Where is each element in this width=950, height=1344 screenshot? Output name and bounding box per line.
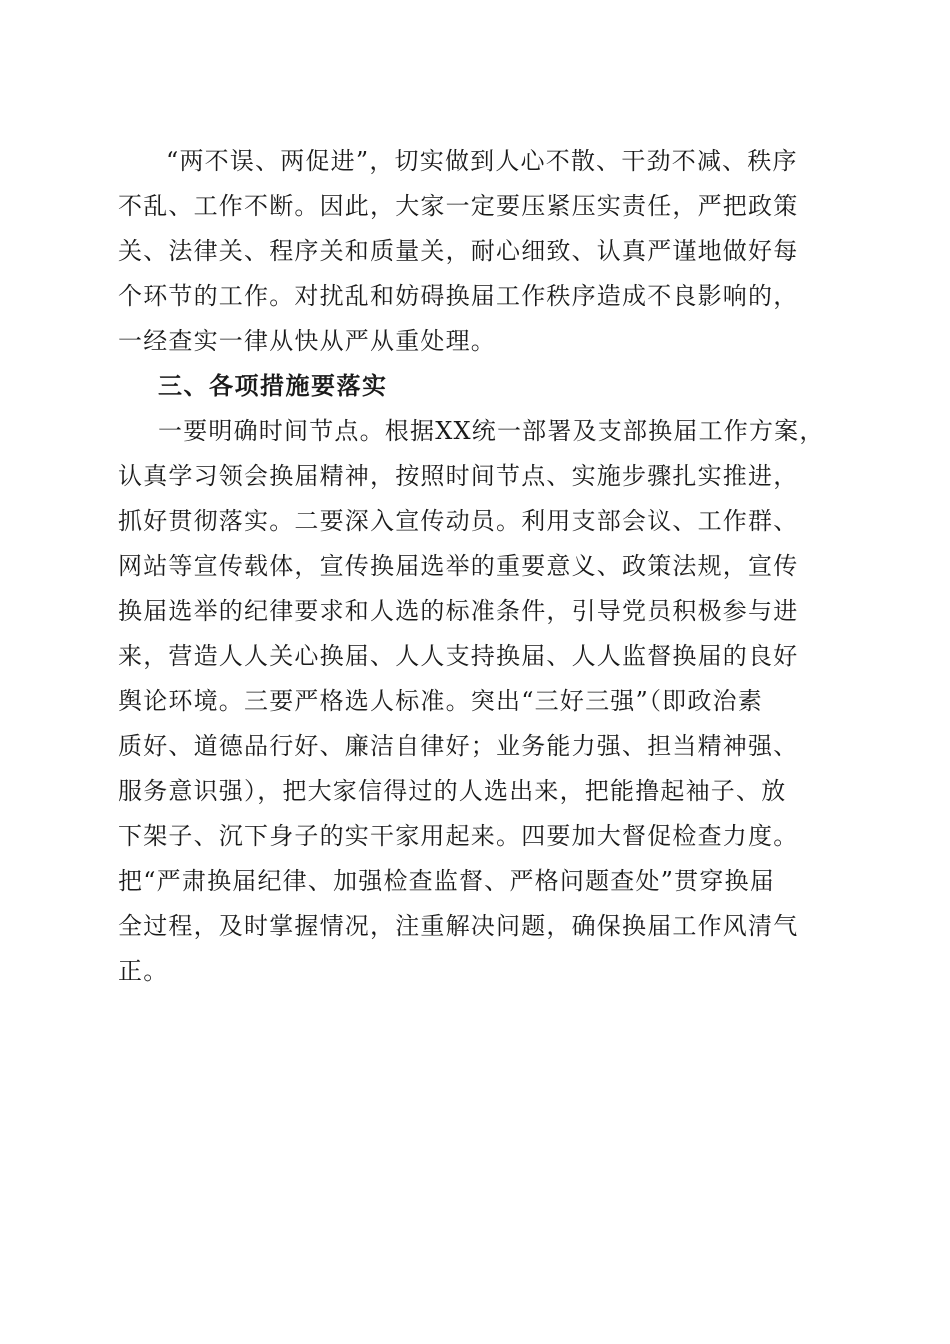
paragraph-2-line-11: 把“严肃换届纪律、加强检查监督、严格问题查处”贯穿换届 [118, 867, 775, 895]
paragraph-2-line-12: 全过程，及时掌握情况，注重解决问题，确保换届工作风清气 [118, 912, 799, 940]
paragraph-2-line-5: 换届选举的纪律要求和人选的标准条件，引导党员积极参与进 [118, 597, 799, 625]
paragraph-2-line-10: 下架子、沉下身子的实干家用起来。四要加大督促检查力度。 [118, 822, 799, 850]
paragraph-1-line-4: 个环节的工作。对扰乱和妨碍换届工作秩序造成不良影响的， [118, 282, 799, 310]
paragraph-1-line-2: 不乱、工作不断。因此，大家一定要压紧压实责任，严把政策 [118, 192, 799, 220]
paragraph-2-line-4: 网站等宣传载体，宣传换届选举的重要意义、政策法规，宣传 [118, 552, 799, 580]
paragraph-2-line-8: 质好、道德品行好、廉洁自律好；业务能力强、担当精神强、 [118, 732, 799, 760]
paragraph-1-line-5: 一经查实一律从快从严从重处理。 [118, 327, 496, 355]
paragraph-2-line-1: 一要明确时间节点。根据XX统一部署及支部换届工作方案， [158, 417, 825, 445]
paragraph-2-line-7: 舆论环境。三要严格选人标准。突出“三好三强”（即政治素 [118, 687, 763, 715]
paragraph-1-line-1: “两不误、两促进”，切实做到人心不散、干劲不减、秩序 [166, 147, 798, 175]
paragraph-2-line-6: 来，营造人人关心换届、人人支持换届、人人监督换届的良好 [118, 642, 799, 670]
paragraph-1-line-3: 关、法律关、程序关和质量关，耐心细致、认真严谨地做好每 [118, 237, 799, 265]
paragraph-2-line-2: 认真学习领会换届精神，按照时间节点、实施步骤扎实推进， [118, 462, 799, 490]
section-heading: 三、各项措施要落实 [158, 372, 388, 400]
paragraph-2-line-3: 抓好贯彻落实。二要深入宣传动员。利用支部会议、工作群、 [118, 507, 799, 535]
paragraph-2-line-13: 正。 [118, 957, 169, 985]
paragraph-2-line-9: 服务意识强），把大家信得过的人选出来，把能撸起袖子、放 [118, 777, 787, 805]
